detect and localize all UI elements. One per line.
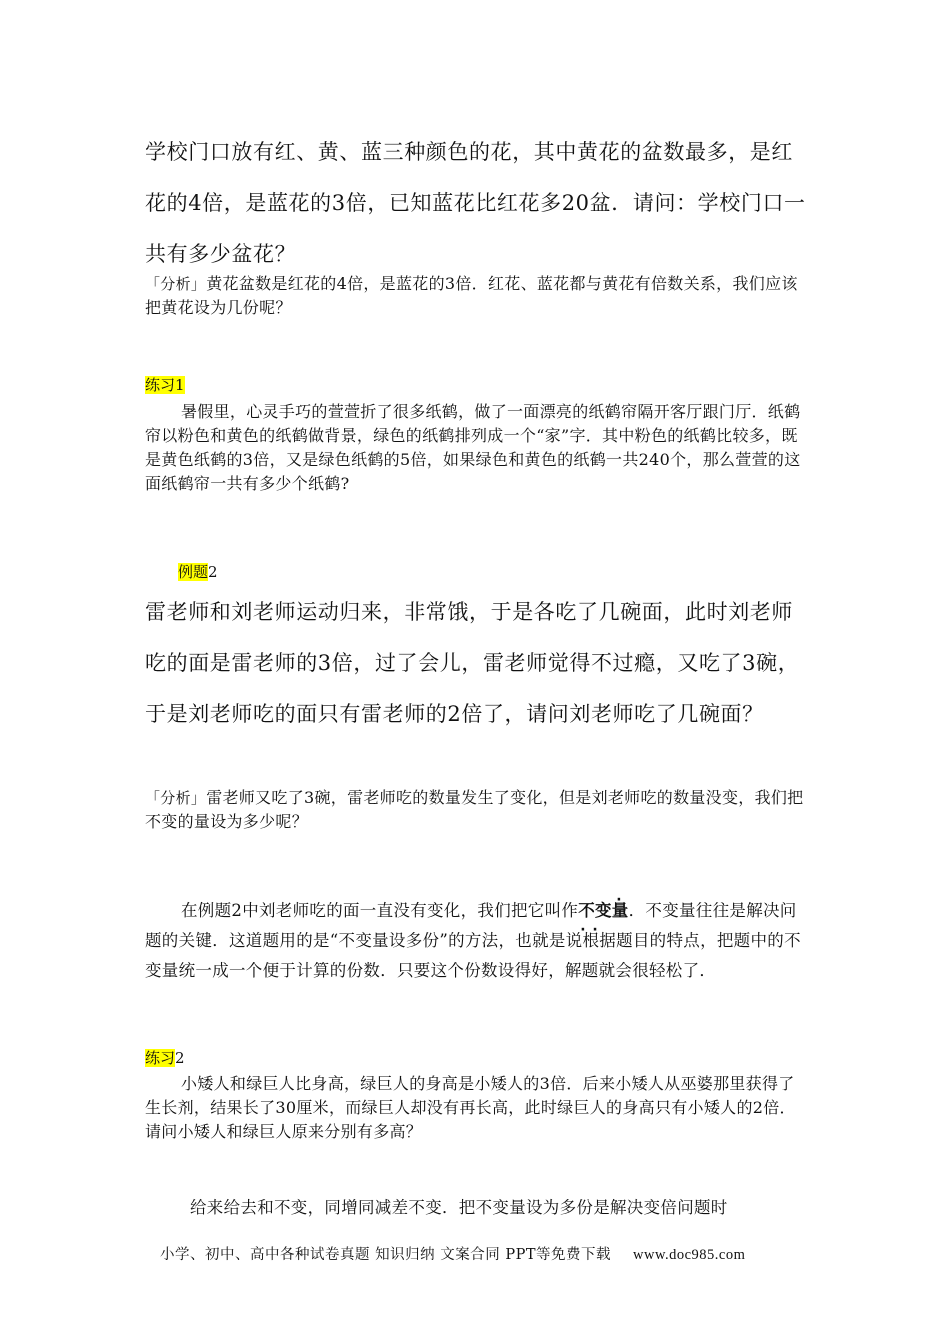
analysis-1-text: 黄花盆数是红花的4倍，是蓝花的3倍．红花、蓝花都与黄花有倍数关系，我们应该把黄花设为几份呢？ (145, 274, 798, 317)
analysis-2 (145, 786, 810, 834)
analysis-2-text: 雷老师又吃了3碗，雷老师吃的数量发生了变化，但是刘老师吃的数量没变，我们把不变的量设为多少呢？ (145, 788, 804, 831)
footer-text: 小学、初中、高中各种试卷真题 知识归纳 文案合同 PPT等免费下载 (160, 1247, 612, 1263)
footer-url[interactable]: www.doc985.com (633, 1247, 746, 1263)
example-2-text: 雷老师和刘老师运动归来，非常饿，于是各吃了几碗面，此时刘老师吃的面是雷老师的3倍，过了会儿，雷老师觉得不过瘾，又吃了3碗，于是刘老师吃的面只有雷老师的2倍了，请问刘老师吃了几碗面？ (145, 600, 800, 726)
analysis-1 (145, 272, 810, 320)
analysis-tag: 「分析」 (145, 789, 207, 807)
invariant-note: 在例题2中刘老师吃的面一直没有变化，我们把它叫作· · · 不变量．不变量往往是解决问题的关键．这道题用的是“不变量设多份”的方法，也就是说根据题目的特点，把题中的不变量统一成一个便于计算的份数．只要这个份数设得好，解题就会很轻松了． (145, 896, 810, 986)
example-2-label: 例题2 (178, 563, 218, 581)
exercise-1-text: 暑假里，心灵手巧的萱萱折了很多纸鹤，做了一面漂亮的纸鹤帘隔开客厅跟门厅．纸鹤帘以粉色和黄色的纸鹤做背景，绿色的纸鹤排列成一个“家”字．其中粉色的纸鹤比较多，既是黄色纸鹤的3倍，又是绿色纸鹤的5倍，如果绿色和黄色的纸鹤一共240个，那么萱萱的这面纸鹤帘一共有多少个纸鹤? (145, 402, 801, 493)
keyword-emphasis: · · · 不变量 (578, 901, 628, 920)
analysis-tag: 「分析」 (145, 275, 207, 293)
summary-text: 给来给去和不变，同增同减差不变．把不变量设为多份是解决变倍问题时 (190, 1198, 728, 1217)
page-footer (160, 1243, 745, 1264)
exercise-2-text: 小矮人和绿巨人比身高，绿巨人的身高是小矮人的3倍．后来小矮人从巫婆那里获得了生长剂，结果长了30厘米，而绿巨人却没有再长高，此时绿巨人的身高只有小矮人的2倍．请问小矮人和绿巨人原来分别有多高？ (145, 1074, 796, 1141)
exercise-1-label: 练习1 (145, 376, 185, 394)
exercise-2-label: 练习2 (145, 1049, 185, 1067)
problem-1-text: 学校门口放有红、黄、蓝三种颜色的花，其中黄花的盆数最多，是红花的4倍，是蓝花的3倍，已知蓝花比红花多20盆．请问：学校门口一共有多少盆花？ (145, 140, 806, 266)
